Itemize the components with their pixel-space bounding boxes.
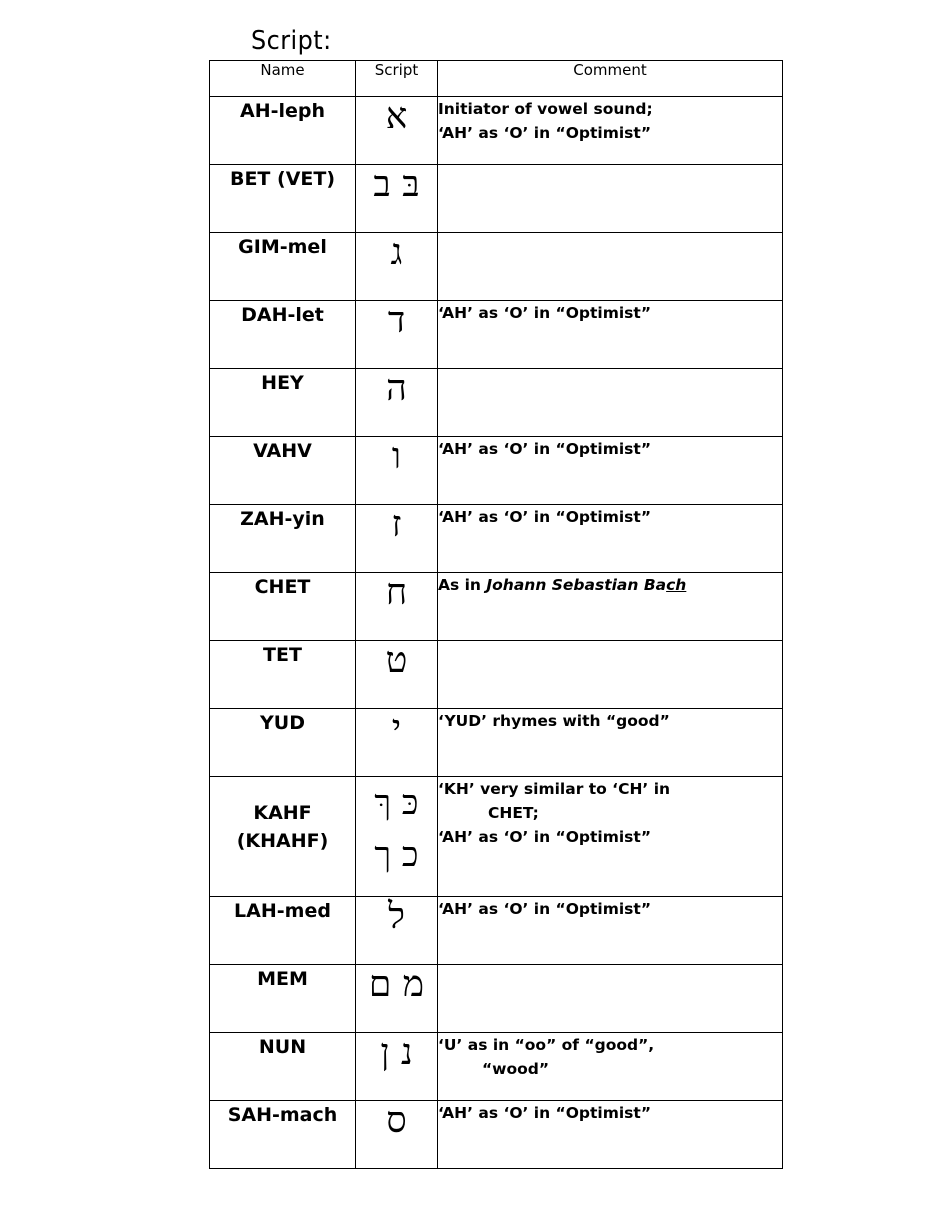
letter-comment (438, 897, 783, 965)
comment-line: ‘AH’ as ‘O’ in “Optimist” (438, 440, 652, 458)
comment-line: ‘AH’ as ‘O’ in “Optimist” (438, 1104, 652, 1122)
letter-name: GIM-mel (210, 233, 356, 301)
letter-script: א (356, 97, 438, 165)
letter-script (356, 777, 438, 897)
letter-script: ח (356, 573, 438, 641)
letter-name: DAH-let (210, 301, 356, 369)
letter-script-line: כּ ךּ (374, 783, 419, 823)
letter-script: י (356, 709, 438, 777)
letter-script: נ ן (356, 1033, 438, 1101)
table-row (210, 641, 783, 709)
letter-script: ג (356, 233, 438, 301)
letter-comment (438, 777, 783, 897)
comment-italic: Johann Sebastian Ba (486, 576, 667, 594)
page-title: Script: (251, 26, 332, 56)
letter-comment (438, 505, 783, 573)
table-row (210, 369, 783, 437)
letter-comment (438, 709, 783, 777)
letter-name: LAH-med (210, 897, 356, 965)
letter-name: TET (210, 641, 356, 709)
table-row (210, 505, 783, 573)
letter-name: AH-leph (210, 97, 356, 165)
letter-script-line: כ ך (374, 835, 419, 875)
comment-line (438, 573, 782, 597)
comment-line: ‘AH’ as ‘O’ in “Optimist” (438, 508, 652, 526)
table-row (210, 1101, 783, 1169)
letter-name: YUD (210, 709, 356, 777)
letter-script: ס (356, 1101, 438, 1169)
letter-name: MEM (210, 965, 356, 1033)
letter-script: בּ ב (356, 165, 438, 233)
column-header-comment: Comment (438, 61, 783, 97)
comment-line: ‘AH’ as ‘O’ in “Optimist” (438, 900, 652, 918)
letter-name: CHET (210, 573, 356, 641)
letter-script: ד (356, 301, 438, 369)
comment-line: ‘KH’ very similar to ‘CH’ in (438, 780, 671, 798)
table-header-row (210, 61, 783, 97)
table-row (210, 165, 783, 233)
table-row (210, 233, 783, 301)
letter-script: ז (356, 505, 438, 573)
letter-script: ה (356, 369, 438, 437)
table-row (210, 573, 783, 641)
letter-name-line: KAHF (253, 802, 312, 824)
column-header-name: Name (210, 61, 356, 97)
comment-line: ‘AH’ as ‘O’ in “Optimist” (438, 828, 652, 846)
comment-line: “wood” (482, 1060, 550, 1078)
letter-name: NUN (210, 1033, 356, 1101)
letter-script: ו (356, 437, 438, 505)
comment-line: Initiator of vowel sound; (438, 100, 653, 118)
table-row (210, 777, 783, 897)
table-row (210, 897, 783, 965)
comment-line: ‘YUD’ rhymes with “good” (438, 712, 670, 730)
letter-name-line: (KHAHF) (236, 830, 329, 852)
letter-script: מ ם (356, 965, 438, 1033)
letter-name (210, 777, 356, 897)
table-row (210, 97, 783, 165)
letter-script: ל (356, 897, 438, 965)
letter-comment (438, 641, 783, 709)
letter-name: ZAH-yin (210, 505, 356, 573)
letter-comment (438, 573, 783, 641)
letter-comment (438, 965, 783, 1033)
letter-comment (438, 437, 783, 505)
table-row (210, 709, 783, 777)
letter-comment (438, 1101, 783, 1169)
table-row (210, 301, 783, 369)
letter-name: VAHV (210, 437, 356, 505)
table-row (210, 1033, 783, 1101)
letter-comment (438, 1033, 783, 1101)
comment-line: ‘AH’ as ‘O’ in “Optimist” (438, 124, 652, 142)
comment-prefix: As in (438, 576, 487, 594)
letter-name: SAH-mach (210, 1101, 356, 1169)
table-row (210, 965, 783, 1033)
letter-name: HEY (210, 369, 356, 437)
column-header-script: Script (356, 61, 438, 97)
letter-comment (438, 165, 783, 233)
letter-comment (438, 369, 783, 437)
comment-line: ‘U’ as in “oo” of “good”, (438, 1036, 655, 1054)
comment-line: CHET; (488, 804, 539, 822)
letter-name: BET (VET) (210, 165, 356, 233)
hebrew-alphabet-table (209, 60, 783, 1169)
letter-comment (438, 301, 783, 369)
letter-comment (438, 97, 783, 165)
letter-script: ט (356, 641, 438, 709)
table-row (210, 437, 783, 505)
comment-underlined: ch (666, 576, 687, 594)
letter-comment (438, 233, 783, 301)
comment-line: ‘AH’ as ‘O’ in “Optimist” (438, 304, 652, 322)
